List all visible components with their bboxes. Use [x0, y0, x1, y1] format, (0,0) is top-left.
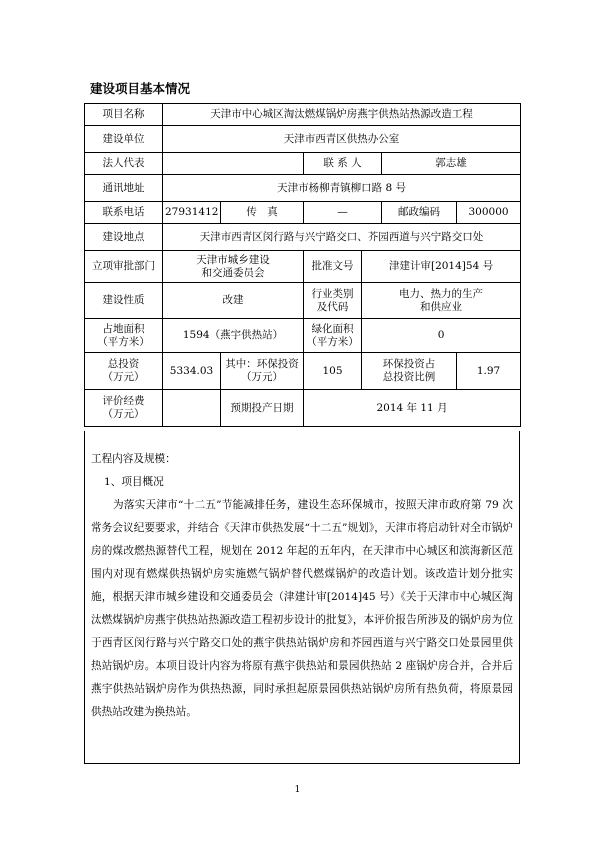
content-heading: 工程内容及规模： [91, 453, 176, 465]
green-area-value: 0 [362, 319, 521, 353]
industry-value: 电力、热力的生产 和供应业 [362, 283, 521, 319]
contact-value: 郭志雄 [382, 153, 521, 175]
location-label: 建设地点 [85, 224, 163, 251]
content-subheading: 1、项目概况 [104, 476, 164, 488]
project-name-label: 项目名称 [85, 104, 163, 126]
eval-fee-value [163, 390, 221, 427]
page-number: 1 [294, 785, 301, 795]
nature-value: 改建 [163, 283, 304, 319]
operation-date-label: 预期投产日期 [221, 390, 304, 427]
env-ratio-value: 1.97 [457, 353, 521, 390]
fax-value: — [304, 202, 382, 224]
legal-rep-value [163, 153, 304, 175]
project-name-value: 天津市中心城区淘汰燃煤锅炉房燕宇供热站热源改造工程 [163, 104, 521, 126]
project-content-box [84, 431, 520, 764]
approval-no-label: 批准文号 [304, 251, 362, 283]
invest-label: 总投资 （万元） [85, 353, 163, 390]
legal-rep-label: 法人代表 [85, 153, 163, 175]
nature-label: 建设性质 [85, 283, 163, 319]
address-value: 天津市杨柳青镇柳口路 8 号 [163, 175, 521, 202]
content-body: 为落实天津市“十二五”节能减排任务，建设生态环保城市，按照天津市政府第 79 次常务会议纪要要求，并结合《天津市供热发展“十二五”规划》，天津市将启动针对全市锅炉房的煤改燃热源替代工程，规划在 2012 年起的五年内，在天津市中心城区和滨海新区范围内对现有燃煤供热锅炉房实施燃气锅炉替代燃煤锅炉的改造计划。该改造计划分批实施，根据天津市城乡建设和交通委员会（津建计审[2014]45 号）《关于天津市中心城区淘汰燃煤锅炉房燕宇供热站热源改造工程初步设计的批复》，本评价报告所涉及的锅炉房为位于西青区闵行路与兴宁路交口处的燕宇供热站锅炉房和芥园西道与兴宁路交口处景园里供热站锅炉房。本项目设计内容为将原有燕宇供热站和景园供热站 2 座锅炉房合并，合并后燕宇供热站锅炉房作为供热热源，同时承担起原景园供热站锅炉房所有热负荷，将原景园供热站改建为换热站。 [91, 499, 513, 718]
page-title: 建设项目基本情况 [90, 81, 191, 96]
green-area-label: 绿化面积 （平方米） [304, 319, 362, 353]
approval-dept-label: 立项审批部门 [85, 251, 163, 283]
approval-no-value: 津建计审[2014]54 号 [362, 251, 521, 283]
eval-fee-label: 评价经费 （万元） [85, 390, 163, 427]
project-info-table [84, 103, 521, 427]
operation-date-value: 2014 年 11 月 [304, 390, 521, 427]
phone-label: 联系电话 [85, 202, 163, 224]
phone-value: 27931412 [163, 202, 221, 224]
unit-label: 建设单位 [85, 126, 163, 153]
env-invest-value: 105 [304, 353, 362, 390]
address-label: 通讯地址 [85, 175, 163, 202]
fax-label: 传 真 [221, 202, 304, 224]
invest-value: 5334.03 [163, 353, 221, 390]
postcode-label: 邮政编码 [382, 202, 457, 224]
postcode-value: 300000 [457, 202, 521, 224]
approval-dept-value: 天津市城乡建设 和交通委员会 [163, 251, 304, 283]
industry-label: 行业类别 及代码 [304, 283, 362, 319]
location-value: 天津市西青区闵行路与兴宁路交口、芥园西道与兴宁路交口处 [163, 224, 521, 251]
env-invest-label: 其中：环保投资 （万元） [221, 353, 304, 390]
contact-label: 联 系 人 [304, 153, 382, 175]
env-ratio-label: 环保投资占 总投资比例 [362, 353, 457, 390]
area-label: 占地面积 （平方米） [85, 319, 163, 353]
unit-value: 天津市西青区供热办公室 [163, 126, 521, 153]
area-value: 1594（燕宇供热站） [163, 319, 304, 353]
